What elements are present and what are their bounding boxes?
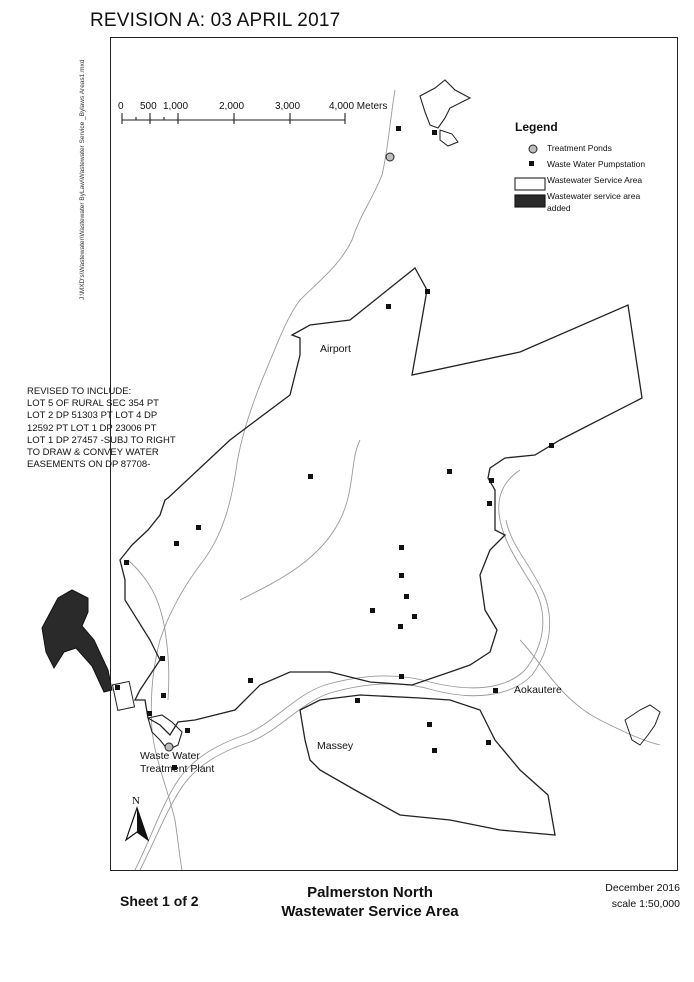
- pumpstation: [386, 304, 391, 309]
- pumpstation: [174, 541, 179, 546]
- pumpstation: [425, 289, 430, 294]
- pumpstation: [432, 130, 437, 135]
- file-path-text: J:\MXD's\Wastewater\Wastewater ByLaw\Wastewater Service _Bylaws Areas1.mxd: [79, 59, 86, 300]
- legend-item-pumpstation: [515, 158, 675, 174]
- pumpstation: [447, 469, 452, 474]
- legend-label: Waste Water Pumpstation: [547, 159, 646, 169]
- pumpstation: [432, 748, 437, 753]
- pumpstation: [370, 608, 375, 613]
- pumpstation: [412, 614, 417, 619]
- added-area-fill: [42, 590, 112, 692]
- pumpstation: [489, 478, 494, 483]
- legend: [515, 120, 675, 216]
- pumpstation: [115, 685, 120, 690]
- stream-inner: [240, 440, 360, 600]
- revision-note: REVISED TO INCLUDE: LOT 5 OF RURAL SEC 354 PT LOT 2 DP 51303 PT LOT 4 DP 12592 PT LOT 1 DP 23006 PT LOT 1 DP 27457 -SUBJ TO RIGHT TO DRAW & CONVEY WATER EASEMENTS ON DP 87708-: [27, 386, 176, 471]
- scale-tick-1000: 1,000: [163, 101, 189, 112]
- legend-item-treatment-ponds: [515, 142, 675, 158]
- place-massey: Massey: [317, 740, 354, 752]
- place-aokautere: Aokautere: [514, 684, 562, 696]
- stream-west: [128, 560, 169, 700]
- scale-bar: [122, 113, 345, 124]
- river-manawatu-2: [140, 520, 550, 870]
- northern-area-small: [440, 130, 458, 146]
- legend-item-area-added: [515, 190, 647, 216]
- legend-label: Wastewater Service Area: [547, 175, 643, 185]
- scale-tick-4000: 4,000 Meters: [329, 101, 388, 112]
- scale-tick-500: 500: [140, 101, 157, 112]
- scale-tick-3000: 3,000: [275, 101, 301, 112]
- map-title: [240, 883, 500, 921]
- north-label: N: [132, 795, 140, 807]
- pumpstation: [248, 678, 253, 683]
- pumpstation: [404, 594, 409, 599]
- treatment-plant-line1: Waste Water: [140, 750, 200, 762]
- pumpstation: [399, 674, 404, 679]
- treatment-pond-north: [386, 153, 394, 161]
- pumpstation: [486, 740, 491, 745]
- map-title-line2: Wastewater Service Area: [281, 903, 459, 920]
- map-scale: scale 1:50,000: [611, 898, 680, 910]
- pumpstation: [487, 501, 492, 506]
- scale-tick-0: 0: [118, 101, 124, 112]
- pumpstation: [399, 545, 404, 550]
- service-area-outline: [120, 268, 642, 735]
- pumpstation: [549, 443, 554, 448]
- pumpstation: [427, 722, 432, 727]
- north-arrow-icon: [126, 808, 148, 840]
- map-title-line1: Palmerston North: [307, 884, 433, 901]
- pumpstation: [308, 474, 313, 479]
- revision-title: REVISION A: 03 APRIL 2017: [90, 10, 341, 31]
- pumpstation: [161, 693, 166, 698]
- place-treatment-plant: [140, 750, 214, 776]
- date-scale-info: [580, 880, 680, 912]
- legend-label: Wastewater service area added: [547, 191, 641, 213]
- pumpstation: [398, 624, 403, 629]
- pumpstation: [355, 698, 360, 703]
- northern-area-outline: [420, 80, 470, 128]
- massey-area-outline: [300, 695, 555, 835]
- pumpstation: [185, 728, 190, 733]
- map-date: December 2016: [605, 882, 680, 894]
- pumpstation: [493, 688, 498, 693]
- pumpstation: [396, 126, 401, 131]
- legend-item-service-area: [515, 174, 675, 190]
- legend-title: Legend: [515, 120, 558, 134]
- pumpstation: [160, 656, 165, 661]
- legend-label: Treatment Ponds: [547, 143, 612, 153]
- place-airport: Airport: [320, 343, 351, 355]
- pumpstation: [196, 525, 201, 530]
- treatment-plant-line2: Treatment Plant: [140, 763, 215, 775]
- sheet-number: Sheet 1 of 2: [120, 893, 199, 909]
- pumpstation: [147, 711, 152, 716]
- pumpstation: [124, 560, 129, 565]
- scale-tick-2000: 2,000: [219, 101, 245, 112]
- pumpstation: [399, 573, 404, 578]
